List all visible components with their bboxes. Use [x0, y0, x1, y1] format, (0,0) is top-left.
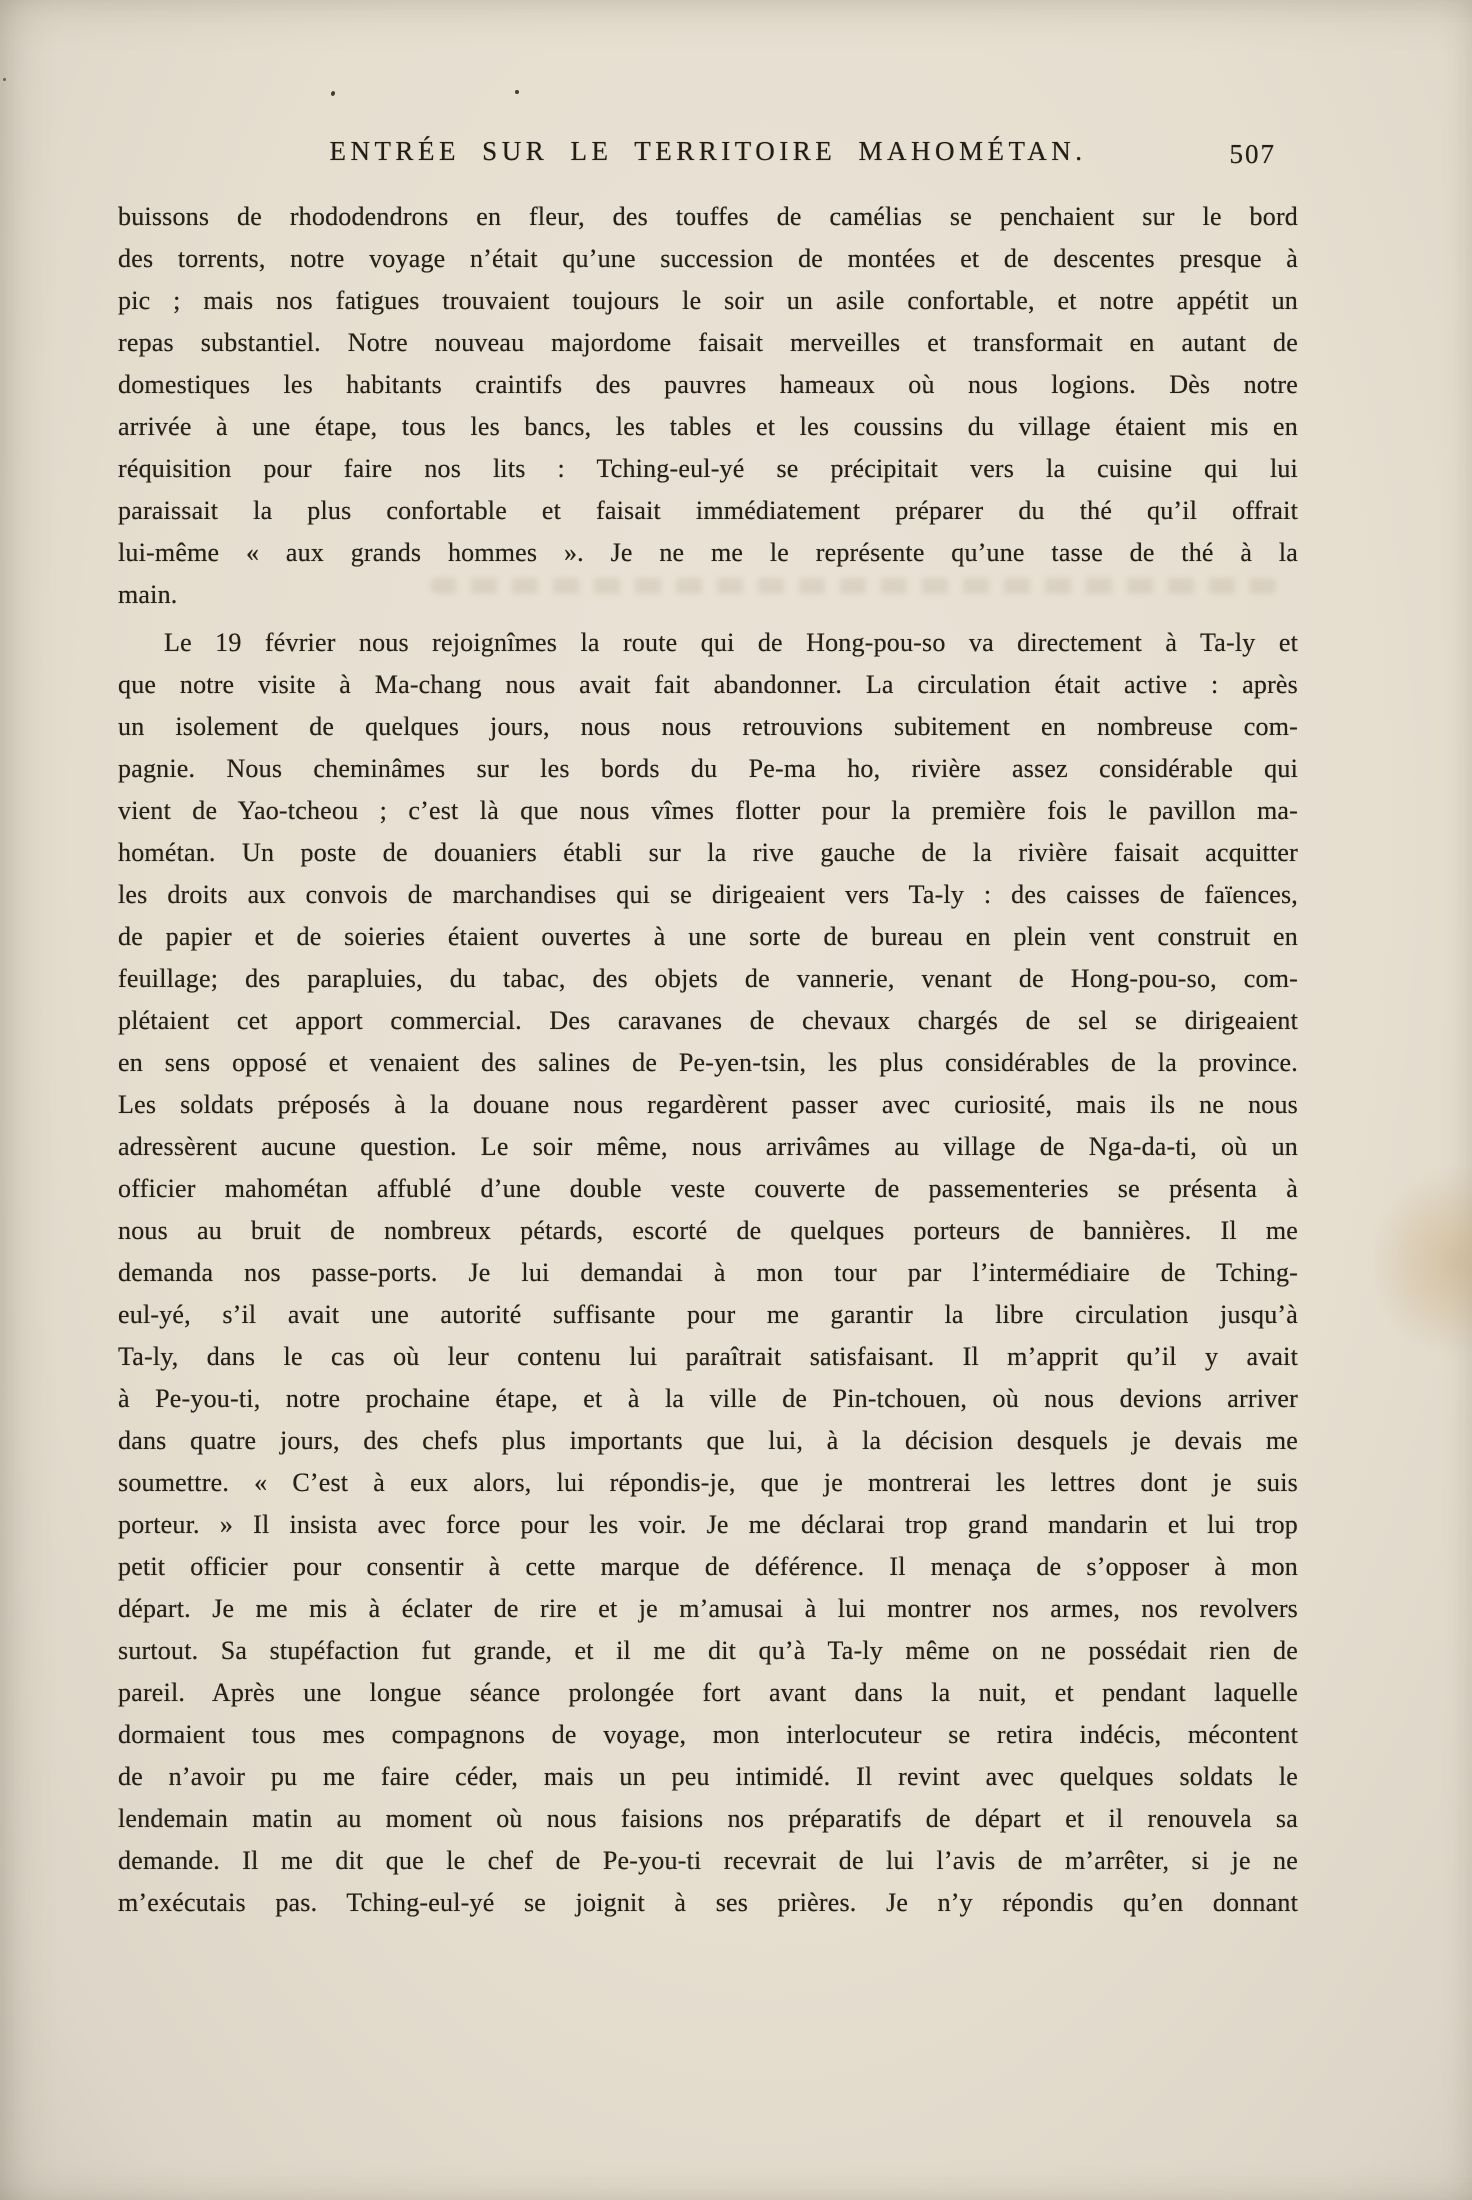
- paragraph-1: [118, 196, 1298, 616]
- text-line: officier mahométan affublé d’une double veste couverte de passementeries se présenta à: [118, 1174, 1298, 1203]
- text-line: m’exécutais pas. Tching-eul-yé se joignit à ses prières. Je n’y répondis qu’en donnant: [118, 1888, 1298, 1917]
- dust-speck: [515, 90, 519, 94]
- text-line: soumettre. « C’est à eux alors, lui répondis-je, que je montrerai les lettres dont je suis: [118, 1468, 1298, 1497]
- ink-showthrough: [430, 578, 1280, 594]
- text-line: à Pe-you-ti, notre prochaine étape, et à la ville de Pin-tchouen, où nous devions arriver: [118, 1384, 1298, 1413]
- text-line: réquisition pour faire nos lits : Tching-eul-yé se précipitait vers la cuisine qui lui: [118, 454, 1298, 483]
- text-line: paraissait la plus confortable et faisait immédiatement préparer du thé qu’il offrait: [118, 496, 1298, 525]
- text-line: nous au bruit de nombreux pétards, escorté de quelques porteurs de bannières. Il me: [118, 1216, 1298, 1245]
- text-line: dormaient tous mes compagnons de voyage, mon interlocuteur se retira indécis, mécontent: [118, 1720, 1298, 1749]
- text-line: hométan. Un poste de douaniers établi sur la rive gauche de la rivière faisait acquitter: [118, 838, 1298, 867]
- text-line: petit officier pour consentir à cette marque de déférence. Il menaça de s’opposer à mon: [118, 1552, 1298, 1581]
- text-line: que notre visite à Ma-chang nous avait fait abandonner. La circulation était active : après: [118, 670, 1298, 699]
- text-line: un isolement de quelques jours, nous nous retrouvions subitement en nombreuse com-: [118, 712, 1298, 741]
- text-line: domestiques les habitants craintifs des pauvres hameaux où nous logions. Dès notre: [118, 370, 1298, 399]
- text-line: pagnie. Nous cheminâmes sur les bords du Pe-ma ho, rivière assez considérable qui: [118, 754, 1298, 783]
- text-line: Ta-ly, dans le cas où leur contenu lui paraîtrait satisfaisant. Il m’apprit qu’il y avait: [118, 1342, 1298, 1371]
- text-line: demanda nos passe-ports. Je lui demandai à mon tour par l’intermédiaire de Tching-: [118, 1258, 1298, 1287]
- text-line: feuillage; des parapluies, du tabac, des objets de vannerie, venant de Hong-pou-so, com-: [118, 964, 1298, 993]
- text-line: des torrents, notre voyage n’était qu’une succession de montées et de descentes presque à: [118, 244, 1298, 273]
- text-line: dans quatre jours, des chefs plus importants que lui, à la décision desquels je devais me: [118, 1426, 1298, 1455]
- text-line: départ. Je me mis à éclater de rire et je m’amusai à lui montrer nos armes, nos revolvers: [118, 1594, 1298, 1623]
- text-line: Le 19 février nous rejoignîmes la route qui de Hong-pou-so va directement à Ta-ly et: [164, 628, 1298, 657]
- text-line: pic ; mais nos fatigues trouvaient toujours le soir un asile confortable, et notre appétit un: [118, 286, 1298, 315]
- dust-speck: [330, 90, 335, 96]
- text-line: de papier et de soieries étaient ouvertes à une sorte de bureau en plein vent construit en: [118, 922, 1298, 951]
- text-line: buissons de rhododendrons en fleur, des touffes de camélias se penchaient sur le bord: [118, 202, 1298, 231]
- page-title: ENTRÉE SUR LE TERRITOIRE MAHOMÉTAN.: [329, 136, 1087, 166]
- text-line: Les soldats préposés à la douane nous regardèrent passer avec curiosité, mais ils ne nous: [118, 1090, 1298, 1119]
- text-line: adressèrent aucune question. Le soir même, nous arrivâmes au village de Nga-da-ti, où un: [118, 1132, 1298, 1161]
- dust-speck: [3, 78, 6, 81]
- text-line: repas substantiel. Notre nouveau majordome faisait merveilles et transformait en autant de: [118, 328, 1298, 357]
- text-line: les droits aux convois de marchandises qui se dirigeaient vers Ta-ly : des caisses de faïences,: [118, 880, 1298, 909]
- page-number: 507: [1229, 139, 1276, 169]
- paragraph-2: [118, 622, 1298, 1924]
- text-line: eul-yé, s’il avait une autorité suffisante pour me garantir la libre circulation jusqu’à: [118, 1300, 1298, 1329]
- text-line: arrivée à une étape, tous les bancs, les tables et les coussins du village étaient mis en: [118, 412, 1298, 441]
- running-header: [118, 136, 1298, 180]
- text-line: main.: [118, 580, 178, 609]
- text-line: de n’avoir pu me faire céder, mais un peu intimidé. Il revint avec quelques soldats le: [118, 1762, 1298, 1791]
- text-line: vient de Yao-tcheou ; c’est là que nous vîmes flotter pour la première fois le pavillon ma-: [118, 796, 1298, 825]
- text-line: lendemain matin au moment où nous faisions nos préparatifs de départ et il renouvela sa: [118, 1804, 1298, 1833]
- text-line: plétaient cet apport commercial. Des caravanes de chevaux chargés de sel se dirigeaient: [118, 1006, 1298, 1035]
- text-line: porteur. » Il insista avec force pour les voir. Je me déclarai trop grand mandarin et lui trop: [118, 1510, 1298, 1539]
- paper-stain: [1372, 1170, 1472, 1355]
- text-line: demande. Il me dit que le chef de Pe-you-ti recevrait de lui l’avis de m’arrêter, si je ne: [118, 1846, 1298, 1875]
- text-line: lui-même « aux grands hommes ». Je ne me le représente qu’une tasse de thé à la: [118, 538, 1298, 567]
- text-line: surtout. Sa stupéfaction fut grande, et il me dit qu’à Ta-ly même on ne possédait rien de: [118, 1636, 1298, 1665]
- text-line: en sens opposé et venaient des salines de Pe-yen-tsin, les plus considérables de la province.: [118, 1048, 1298, 1077]
- body-text: [118, 196, 1298, 1924]
- text-line: pareil. Après une longue séance prolongée fort avant dans la nuit, et pendant laquelle: [118, 1678, 1298, 1707]
